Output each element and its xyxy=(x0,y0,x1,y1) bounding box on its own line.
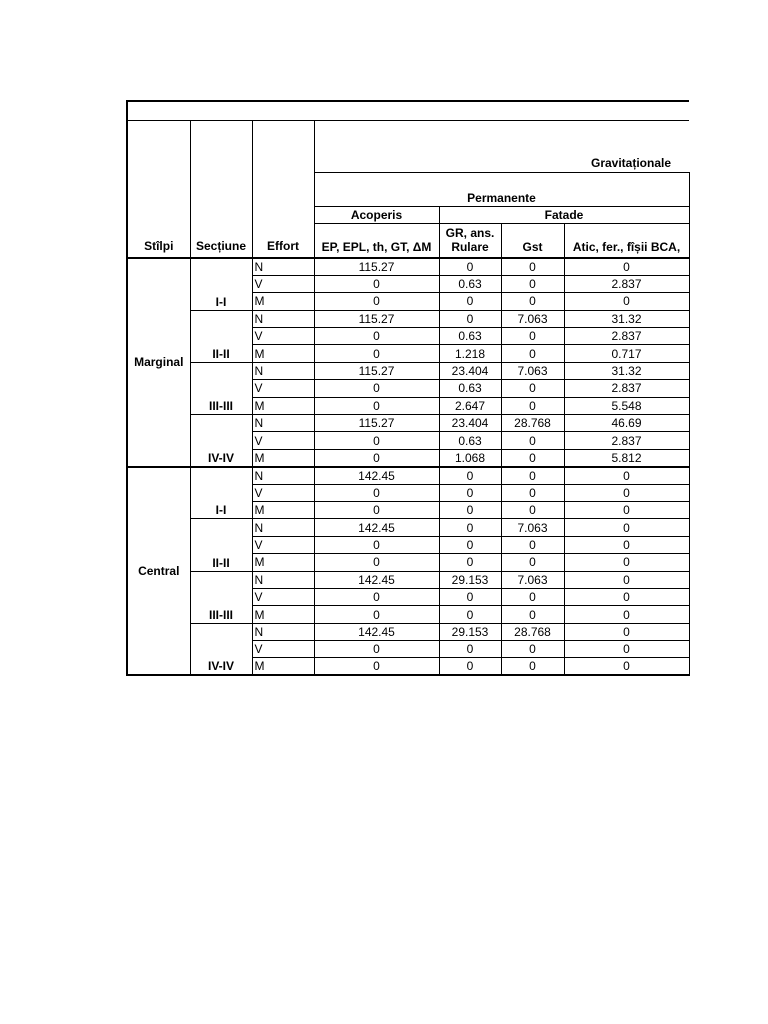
value-cell: 2.837 xyxy=(564,275,689,292)
value-cell: 0 xyxy=(564,258,689,275)
header-permanente: Permanente xyxy=(314,172,689,206)
value-cell: 0.63 xyxy=(439,380,501,397)
section-label: IV-IV xyxy=(190,623,252,675)
value-cell: 0 xyxy=(501,380,564,397)
value-cell: 2.647 xyxy=(439,397,501,414)
value-cell: 0 xyxy=(314,380,439,397)
value-cell: 0 xyxy=(439,554,501,571)
effort-cell: V xyxy=(252,432,314,449)
value-cell: 0 xyxy=(564,571,689,588)
section-label: III-III xyxy=(190,362,252,414)
header-acoperis: Acoperis xyxy=(314,206,439,223)
value-cell: 0 xyxy=(501,328,564,345)
table-row xyxy=(127,571,689,588)
table-row xyxy=(127,362,689,379)
value-cell: 0 xyxy=(564,293,689,310)
value-cell: 0 xyxy=(439,484,501,501)
value-cell: 0 xyxy=(314,397,439,414)
effort-cell: N xyxy=(252,623,314,640)
table-row xyxy=(127,310,689,327)
value-cell: 0 xyxy=(439,310,501,327)
value-cell: 0.63 xyxy=(439,432,501,449)
effort-cell: N xyxy=(252,519,314,536)
value-cell: 0 xyxy=(439,641,501,658)
effort-cell: V xyxy=(252,588,314,605)
value-cell: 0 xyxy=(564,588,689,605)
table-row xyxy=(127,623,689,640)
value-cell: 0 xyxy=(564,606,689,623)
value-cell: 0 xyxy=(314,293,439,310)
effort-cell: V xyxy=(252,641,314,658)
value-cell: 0 xyxy=(439,658,501,675)
effort-cell: V xyxy=(252,328,314,345)
header-gravitational: Gravitaționale xyxy=(314,120,689,172)
value-cell: 31.32 xyxy=(564,362,689,379)
effort-cell: M xyxy=(252,554,314,571)
value-cell: 5.812 xyxy=(564,449,689,466)
value-cell: 0 xyxy=(314,449,439,466)
value-cell: 23.404 xyxy=(439,415,501,432)
header-col1: EP, EPL, th, GT, ΔM xyxy=(314,223,439,258)
value-cell: 2.837 xyxy=(564,380,689,397)
top-band xyxy=(127,101,689,120)
value-cell: 0 xyxy=(439,467,501,484)
value-cell: 0 xyxy=(564,623,689,640)
effort-cell: M xyxy=(252,501,314,518)
load-table xyxy=(126,100,690,676)
effort-cell: M xyxy=(252,449,314,466)
effort-cell: V xyxy=(252,484,314,501)
value-cell: 0 xyxy=(501,467,564,484)
value-cell: 0 xyxy=(314,501,439,518)
effort-cell: M xyxy=(252,606,314,623)
section-label: III-III xyxy=(190,571,252,623)
value-cell: 0 xyxy=(501,397,564,414)
header-col3: Gst xyxy=(501,223,564,258)
value-cell: 5.548 xyxy=(564,397,689,414)
value-cell: 0 xyxy=(501,641,564,658)
value-cell: 0 xyxy=(564,519,689,536)
value-cell: 142.45 xyxy=(314,467,439,484)
value-cell: 7.063 xyxy=(501,310,564,327)
effort-cell: N xyxy=(252,467,314,484)
value-cell: 0 xyxy=(564,658,689,675)
section-label: II-II xyxy=(190,519,252,571)
value-cell: 0 xyxy=(501,293,564,310)
value-cell: 0 xyxy=(501,432,564,449)
effort-cell: N xyxy=(252,362,314,379)
group-label: Marginal xyxy=(127,258,190,467)
value-cell: 0 xyxy=(564,641,689,658)
value-cell: 0 xyxy=(314,658,439,675)
value-cell: 0 xyxy=(564,501,689,518)
value-cell: 2.837 xyxy=(564,432,689,449)
header-effort: Effort xyxy=(252,120,314,258)
value-cell: 0 xyxy=(439,606,501,623)
table-body xyxy=(127,258,689,675)
value-cell: 0 xyxy=(439,258,501,275)
table-row xyxy=(127,258,689,275)
value-cell: 0 xyxy=(501,275,564,292)
effort-cell: M xyxy=(252,345,314,362)
table-row xyxy=(127,467,689,484)
header-sectiune: Secțiune xyxy=(190,120,252,258)
value-cell: 0 xyxy=(564,484,689,501)
value-cell: 1.218 xyxy=(439,345,501,362)
value-cell: 31.32 xyxy=(564,310,689,327)
section-label: I-I xyxy=(190,467,252,519)
effort-cell: N xyxy=(252,310,314,327)
value-cell: 7.063 xyxy=(501,519,564,536)
value-cell: 0 xyxy=(314,328,439,345)
value-cell: 115.27 xyxy=(314,258,439,275)
value-cell: 0 xyxy=(314,275,439,292)
value-cell: 0 xyxy=(501,658,564,675)
value-cell: 142.45 xyxy=(314,519,439,536)
effort-cell: N xyxy=(252,571,314,588)
value-cell: 0 xyxy=(314,536,439,553)
effort-cell: M xyxy=(252,658,314,675)
value-cell: 0 xyxy=(439,519,501,536)
value-cell: 2.837 xyxy=(564,328,689,345)
value-cell: 46.69 xyxy=(564,415,689,432)
value-cell: 0 xyxy=(501,606,564,623)
effort-cell: V xyxy=(252,275,314,292)
value-cell: 0 xyxy=(314,641,439,658)
value-cell: 1.068 xyxy=(439,449,501,466)
value-cell: 0 xyxy=(314,606,439,623)
value-cell: 7.063 xyxy=(501,362,564,379)
effort-cell: M xyxy=(252,293,314,310)
value-cell: 7.063 xyxy=(501,571,564,588)
effort-cell: M xyxy=(252,397,314,414)
value-cell: 115.27 xyxy=(314,310,439,327)
value-cell: 23.404 xyxy=(439,362,501,379)
value-cell: 0 xyxy=(501,484,564,501)
value-cell: 0 xyxy=(501,501,564,518)
value-cell: 0 xyxy=(314,345,439,362)
value-cell: 0 xyxy=(501,449,564,466)
header-fatade: Fatade xyxy=(439,206,689,223)
effort-cell: N xyxy=(252,415,314,432)
effort-cell: N xyxy=(252,258,314,275)
value-cell: 28.768 xyxy=(501,415,564,432)
effort-cell: V xyxy=(252,380,314,397)
value-cell: 142.45 xyxy=(314,571,439,588)
value-cell: 0 xyxy=(501,554,564,571)
value-cell: 0.717 xyxy=(564,345,689,362)
value-cell: 0 xyxy=(314,432,439,449)
value-cell: 142.45 xyxy=(314,623,439,640)
group-label: Central xyxy=(127,467,190,676)
value-cell: 28.768 xyxy=(501,623,564,640)
value-cell: 0 xyxy=(501,536,564,553)
value-cell: 0 xyxy=(439,588,501,605)
value-cell: 0 xyxy=(314,588,439,605)
value-cell: 29.153 xyxy=(439,623,501,640)
value-cell: 0 xyxy=(564,536,689,553)
value-cell: 0 xyxy=(439,536,501,553)
value-cell: 0 xyxy=(501,588,564,605)
table-header xyxy=(127,101,689,258)
value-cell: 0 xyxy=(564,467,689,484)
value-cell: 0.63 xyxy=(439,275,501,292)
value-cell: 29.153 xyxy=(439,571,501,588)
value-cell: 0 xyxy=(501,345,564,362)
value-cell: 115.27 xyxy=(314,415,439,432)
table-row xyxy=(127,519,689,536)
section-label: I-I xyxy=(190,258,252,310)
header-col2: GR, ans. Rulare xyxy=(439,223,501,258)
section-label: II-II xyxy=(190,310,252,362)
effort-cell: V xyxy=(252,536,314,553)
header-stilpi: Stîlpi xyxy=(127,120,190,258)
value-cell: 0 xyxy=(564,554,689,571)
value-cell: 0 xyxy=(501,258,564,275)
value-cell: 0 xyxy=(439,293,501,310)
value-cell: 115.27 xyxy=(314,362,439,379)
value-cell: 0.63 xyxy=(439,328,501,345)
value-cell: 0 xyxy=(314,554,439,571)
section-label: IV-IV xyxy=(190,415,252,467)
value-cell: 0 xyxy=(439,501,501,518)
table-row xyxy=(127,415,689,432)
header-col4: Atic, fer., fîșii BCA, xyxy=(564,223,689,258)
value-cell: 0 xyxy=(314,484,439,501)
